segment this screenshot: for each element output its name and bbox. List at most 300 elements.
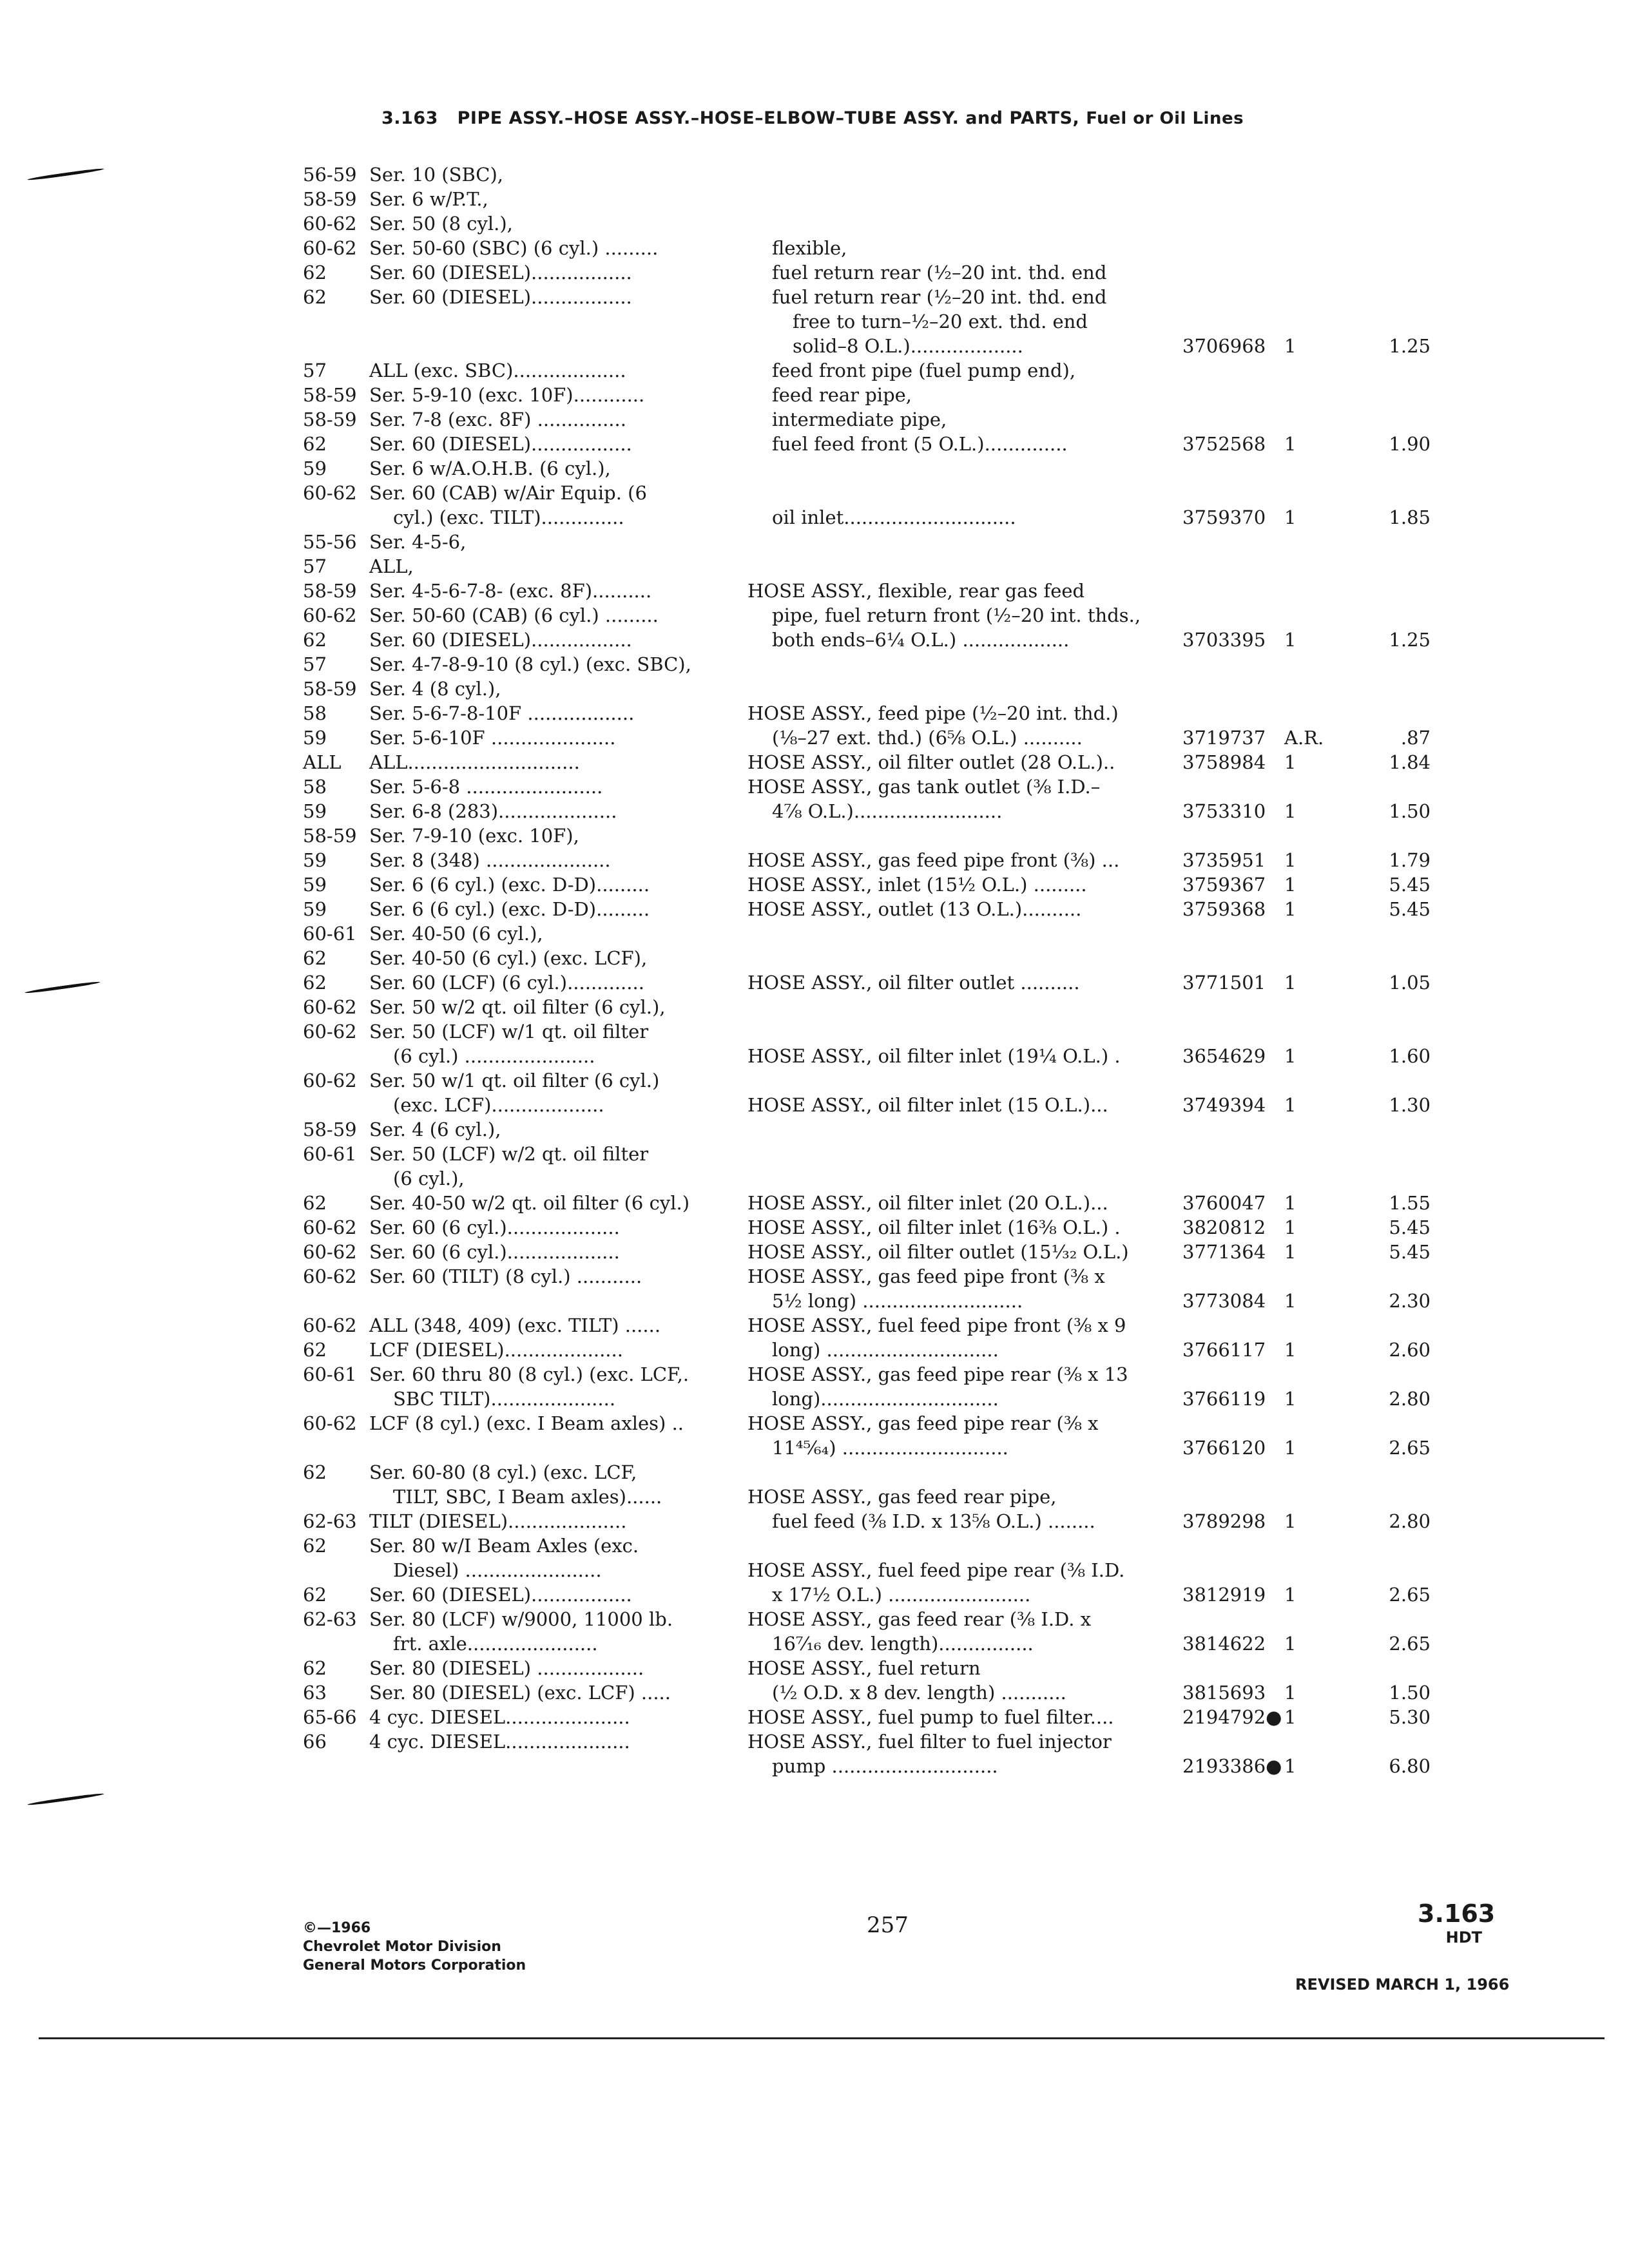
description-cell: pump ............................ [772,1755,998,1777]
table-row [0,1313,1629,1338]
description-cell: HOSE ASSY., gas feed pipe rear (⅜ x 13 [747,1363,1128,1385]
quantity-cell: 1 [1284,1241,1296,1263]
model-cell: Ser. 5-9-10 (exc. 10F)............ [369,384,645,406]
description-cell: feed front pipe (fuel pump end), [772,360,1076,381]
description-cell: x 17½ O.L.) ........................ [772,1584,1031,1606]
model-cell: Ser. 6 w/A.O.H.B. (6 cyl.), [369,457,611,479]
year-cell: 60-62 [303,1070,357,1091]
description-cell: fuel return rear (½–20 int. thd. end [772,286,1107,308]
table-row [0,750,1629,774]
part-number-cell: 3771364 [1182,1241,1266,1263]
model-cell: Ser. 4-5-6, [369,531,467,553]
table-row [0,1387,1629,1411]
quantity-cell: 1 [1284,1633,1296,1655]
price-cell: 1.25 [1389,335,1431,357]
year-cell: 60-62 [303,1412,357,1434]
table-row [0,628,1629,652]
description-cell: 4⅞ O.L.)......................... [772,800,1003,822]
year-cell: 62 [303,972,327,994]
table-row [0,1362,1629,1387]
publisher-block [303,1919,526,1975]
year-cell: 60-61 [303,1143,357,1165]
price-cell: 2.65 [1389,1633,1431,1655]
description-cell: (½ O.D. x 8 dev. length) ........... [772,1682,1066,1704]
table-row [0,260,1629,285]
quantity-cell: 1 [1284,1192,1296,1214]
table-row [0,236,1629,260]
model-cell: Ser. 7-9-10 (exc. 10F), [369,825,579,847]
table-row [0,603,1629,628]
year-cell: 58-59 [303,1119,357,1140]
model-cell: Ser. 4-7-8-9-10 (8 cyl.) (exc. SBC), [369,653,691,675]
table-row [0,407,1629,432]
model-cell: Ser. 40-50 (6 cyl.), [369,923,543,945]
price-cell: 2.80 [1389,1510,1431,1532]
model-cell: LCF (DIESEL).................... [369,1339,623,1361]
model-cell: Ser. 50 (LCF) w/1 qt. oil filter [369,1021,649,1043]
quantity-cell: 1 [1284,1388,1296,1410]
table-row [0,848,1629,872]
year-cell: 59 [303,457,327,479]
model-cell: 4 cyc. DIESEL..................... [369,1706,630,1728]
header-title: PIPE ASSY.–HOSE ASSY.–HOSE–ELBOW–TUBE ASSY. and PARTS, [457,108,1080,128]
model-cell: Ser. 4 (6 cyl.), [369,1119,501,1140]
year-cell: 60-62 [303,1241,357,1263]
description-cell: fuel feed front (5 O.L.).............. [772,433,1068,455]
model-cell: Ser. 50 (LCF) w/2 qt. oil filter [369,1143,649,1165]
table-row [0,872,1629,897]
table-row [0,1680,1629,1705]
quantity-cell: 1 [1284,1339,1296,1361]
part-number-cell: 3749394 [1182,1094,1266,1116]
model-cell: ALL, [369,555,414,577]
year-cell: 59 [303,849,327,871]
model-cell: Ser. 80 w/I Beam Axles (exc. [369,1535,639,1557]
description-cell: HOSE ASSY., fuel filter to fuel injector [747,1731,1112,1753]
table-row [0,1509,1629,1533]
price-cell: 1.25 [1389,629,1431,651]
year-cell: 57 [303,555,327,577]
description-cell: both ends–6¼ O.L.) .................. [772,629,1070,651]
year-cell: 62 [303,433,327,455]
year-cell: 62 [303,262,327,284]
model-cell: Ser. 60 (6 cyl.)................... [369,1241,620,1263]
price-cell: 1.60 [1389,1045,1431,1067]
part-number-cell: 3760047 [1182,1192,1266,1214]
page-header [381,108,1387,128]
description-cell: HOSE ASSY., gas feed pipe front (⅜) ... [747,849,1120,871]
year-cell: 57 [303,360,327,381]
quantity-cell: 1 [1284,1437,1296,1459]
quantity-cell: 1 [1284,1290,1296,1312]
model-cell: Ser. 60 (TILT) (8 cyl.) ........... [369,1265,642,1287]
model-cell: ALL (exc. SBC)................... [369,360,626,381]
quantity-cell: A.R. [1284,727,1324,749]
year-cell: 60-61 [303,923,357,945]
year-cell: ALL [303,751,342,773]
year-cell: 58-59 [303,408,357,430]
price-cell: 2.60 [1389,1339,1431,1361]
year-cell: 62 [303,286,327,308]
description-cell: fuel return rear (½–20 int. thd. end [772,262,1107,284]
model-cell: Ser. 40-50 w/2 qt. oil filter (6 cyl.) [369,1192,690,1214]
model-cell: Ser. 4-5-6-7-8- (exc. 8F).......... [369,580,652,602]
price-cell: 6.80 [1389,1755,1431,1777]
table-row [0,162,1629,187]
table-row [0,309,1629,334]
price-cell: 5.45 [1389,1241,1431,1263]
table-row [0,505,1629,530]
header-subtitle: Fuel or Oil Lines [1086,109,1244,128]
model-cell: ALL............................. [369,751,580,773]
quantity-cell: 1 [1284,1216,1296,1238]
year-cell: 59 [303,800,327,822]
year-cell: 58-59 [303,580,357,602]
quantity-cell: 1 [1284,1755,1296,1777]
table-row [0,799,1629,823]
price-cell: 5.45 [1389,898,1431,920]
year-cell: 60-62 [303,1265,357,1287]
table-row [0,1117,1629,1142]
description-cell: HOSE ASSY., oil filter inlet (20 O.L.)... [747,1192,1108,1214]
table-row [0,1240,1629,1264]
quantity-cell: 1 [1284,1682,1296,1704]
table-row [0,897,1629,921]
description-cell: HOSE ASSY., oil filter outlet (15¹⁄₃₂ O.L.) [747,1241,1129,1263]
model-cell: Ser. 5-6-7-8-10F .................. [369,702,635,724]
description-cell: (⅛–27 ext. thd.) (6⅝ O.L.) .......... [772,727,1083,749]
year-cell: 60-62 [303,237,357,259]
part-number-cell: 3719737 [1182,727,1266,749]
model-cell: Ser. 50 w/1 qt. oil filter (6 cyl.) [369,1070,660,1091]
part-number-cell: 3759367 [1182,874,1266,896]
table-row [0,1533,1629,1558]
model-cell: Ser. 10 (SBC), [369,164,504,186]
table-row [0,1485,1629,1509]
price-cell: 2.65 [1389,1437,1431,1459]
corporation: General Motors Corporation [303,1957,526,1974]
year-cell: 62 [303,1192,327,1214]
year-cell: 60-62 [303,213,357,235]
model-cell: Ser. 6-8 (283).................... [369,800,617,822]
description-cell: free to turn–½–20 ext. thd. end [793,311,1088,332]
year-cell: 59 [303,874,327,896]
price-cell: 1.90 [1389,433,1431,455]
model-cell: Ser. 7-8 (exc. 8F) ............... [369,408,626,430]
division: Chevrolet Motor Division [303,1939,501,1955]
description-cell: feed rear pipe, [772,384,912,406]
quantity-cell: 1 [1284,972,1296,994]
year-cell: 62 [303,947,327,969]
part-number-cell: 3771501 [1182,972,1266,994]
table-row [0,432,1629,456]
quantity-cell: 1 [1284,1584,1296,1606]
table-row [0,1436,1629,1460]
part-number-cell: 3753310 [1182,800,1266,822]
description-cell: long) ............................. [772,1339,999,1361]
table-row [0,1411,1629,1436]
part-number-cell: 3703395 [1182,629,1266,651]
table-row [0,995,1629,1019]
table-row [0,1338,1629,1362]
part-number-cell: 2193386● [1182,1755,1282,1777]
year-cell: 60-62 [303,1216,357,1238]
part-number-cell: 3812919 [1182,1584,1266,1606]
table-row [0,774,1629,799]
quantity-cell: 1 [1284,849,1296,871]
year-cell: 55-56 [303,531,357,553]
part-number-cell: 3758984 [1182,751,1266,773]
description-cell: HOSE ASSY., gas feed pipe rear (⅜ x [747,1412,1099,1434]
table-row [0,1607,1629,1631]
price-cell: 2.80 [1389,1388,1431,1410]
model-cell: Ser. 60 (CAB) w/Air Equip. (6 [369,482,647,504]
year-cell: 63 [303,1682,327,1704]
quantity-cell: 1 [1284,898,1296,920]
model-cell: (exc. LCF)................... [393,1094,604,1116]
year-cell: 58 [303,702,327,724]
table-row [0,211,1629,236]
quantity-cell: 1 [1284,433,1296,455]
description-cell: HOSE ASSY., outlet (13 O.L.).......... [747,898,1082,920]
model-cell: TILT, SBC, I Beam axles)...... [393,1486,662,1508]
price-cell: 1.50 [1389,800,1431,822]
year-cell: 59 [303,898,327,920]
year-cell: 56-59 [303,164,357,186]
year-cell: 60-62 [303,1314,357,1336]
model-cell: Ser. 60 (DIESEL)................. [369,262,632,284]
description-cell: HOSE ASSY., inlet (15½ O.L.) ......... [747,874,1087,896]
quantity-cell: 1 [1284,800,1296,822]
model-cell: Diesel) ....................... [393,1559,602,1581]
copyright: ©—1966 [303,1920,371,1936]
part-number-cell: 3706968 [1182,335,1266,357]
footer-section: 3.163 [1418,1899,1496,1928]
description-cell: oil inlet............................. [772,506,1016,528]
quantity-cell: 1 [1284,1706,1296,1728]
model-cell: Ser. 5-6-8 ....................... [369,776,603,798]
table-row [0,1068,1629,1093]
model-cell: Ser. 6 w/P.T., [369,188,488,210]
table-row [0,1191,1629,1215]
model-cell: (6 cyl.) ...................... [393,1045,595,1067]
description-cell: flexible, [772,237,847,259]
table-row [0,554,1629,579]
model-cell: Ser. 50 w/2 qt. oil filter (6 cyl.), [369,996,666,1018]
part-number-cell: 3766120 [1182,1437,1266,1459]
model-cell: Ser. 60 (DIESEL)................. [369,1584,632,1606]
quantity-cell: 1 [1284,1094,1296,1116]
year-cell: 60-62 [303,1021,357,1043]
description-cell: HOSE ASSY., gas feed rear pipe, [747,1486,1057,1508]
table-row [0,530,1629,554]
table-row [0,383,1629,407]
description-cell: HOSE ASSY., oil filter outlet .......... [747,972,1080,994]
table-row [0,1142,1629,1166]
part-number-cell: 3789298 [1182,1510,1266,1532]
table-row [0,1582,1629,1607]
part-number-cell: 3815693 [1182,1682,1266,1704]
price-cell: 1.55 [1389,1192,1431,1214]
table-row [0,970,1629,995]
price-cell: 1.85 [1389,506,1431,528]
bottom-rule [39,2037,1605,2039]
description-cell: HOSE ASSY., oil filter inlet (15 O.L.)... [747,1094,1108,1116]
year-cell: 60-61 [303,1363,357,1385]
description-cell: HOSE ASSY., gas feed pipe front (⅜ x [747,1265,1105,1287]
description-cell: fuel feed (⅜ I.D. x 13⅝ O.L.) ........ [772,1510,1095,1532]
year-cell: 65-66 [303,1706,357,1728]
table-row [0,652,1629,677]
description-cell: solid–8 O.L.)................... [793,335,1023,357]
year-cell: 58-59 [303,384,357,406]
part-number-cell: 3759368 [1182,898,1266,920]
year-cell: 57 [303,653,327,675]
model-cell: TILT (DIESEL).................... [369,1510,627,1532]
footer-section-sub: HDT [1445,1928,1482,1946]
description-cell: 5½ long) ........................... [772,1290,1023,1312]
year-cell: 58-59 [303,188,357,210]
table-row [0,921,1629,946]
model-cell: Ser. 60 (DIESEL)................. [369,433,632,455]
year-cell: 60-62 [303,604,357,626]
description-cell: HOSE ASSY., fuel feed pipe rear (⅜ I.D. [747,1559,1125,1581]
model-cell: ALL (348, 409) (exc. TILT) ...... [369,1314,661,1336]
part-number-cell: 3752568 [1182,433,1266,455]
model-cell: (6 cyl.), [393,1168,465,1189]
model-cell: Ser. 50-60 (CAB) (6 cyl.) ......... [369,604,659,626]
year-cell: 66 [303,1731,327,1753]
year-cell: 62 [303,1584,327,1606]
model-cell: Ser. 8 (348) ..................... [369,849,611,871]
model-cell: Ser. 60 (DIESEL)................. [369,629,632,651]
table-row [0,187,1629,211]
table-row [0,1093,1629,1117]
table-row [0,1460,1629,1485]
year-cell: 58-59 [303,678,357,700]
description-cell: long).............................. [772,1388,999,1410]
quantity-cell: 1 [1284,1045,1296,1067]
description-cell: pipe, fuel return front (½–20 int. thds., [772,604,1141,626]
model-cell: Ser. 6 (6 cyl.) (exc. D-D)......... [369,898,650,920]
parts-list [0,162,1629,1778]
year-cell: 62 [303,1657,327,1679]
section-block [1418,1899,1496,1947]
price-cell: .87 [1400,727,1431,749]
table-row [0,701,1629,726]
table-row [0,579,1629,603]
quantity-cell: 1 [1284,874,1296,896]
revised-date: REVISED MARCH 1, 1966 [1295,1975,1510,1994]
price-cell: 1.05 [1389,972,1431,994]
quantity-cell: 1 [1284,506,1296,528]
description-cell: HOSE ASSY., oil filter inlet (19¼ O.L.) . [747,1045,1121,1067]
model-cell: cyl.) (exc. TILT).............. [393,506,624,528]
price-cell: 1.79 [1389,849,1431,871]
price-cell: 1.50 [1389,1682,1431,1704]
table-row [0,285,1629,309]
model-cell: 4 cyc. DIESEL..................... [369,1731,630,1753]
quantity-cell: 1 [1284,1510,1296,1532]
year-cell: 58 [303,776,327,798]
model-cell: Ser. 50 (8 cyl.), [369,213,513,235]
part-number-cell: 3735951 [1182,849,1266,871]
price-cell: 2.65 [1389,1584,1431,1606]
description-cell: intermediate pipe, [772,408,947,430]
description-cell: 16⁷⁄₁₆ dev. length)................ [772,1633,1034,1655]
part-number-cell: 3814622 [1182,1633,1266,1655]
model-cell: Ser. 5-6-10F ..................... [369,727,616,749]
model-cell: LCF (8 cyl.) (exc. I Beam axles) .. [369,1412,684,1434]
part-number-cell: 3759370 [1182,506,1266,528]
binding-mark-3 [27,1792,104,1807]
part-number-cell: 3766119 [1182,1388,1266,1410]
model-cell: Ser. 60 (DIESEL)................. [369,286,632,308]
price-cell: 2.30 [1389,1290,1431,1312]
model-cell: Ser. 6 (6 cyl.) (exc. D-D)......... [369,874,650,896]
table-row [0,1631,1629,1656]
model-cell: SBC TILT)..................... [393,1388,616,1410]
page-number: 257 [867,1912,909,1938]
year-cell: 59 [303,727,327,749]
description-cell: HOSE ASSY., fuel pump to fuel filter.... [747,1706,1114,1728]
header-section: 3.163 [381,108,438,128]
description-cell: HOSE ASSY., flexible, rear gas feed [747,580,1085,602]
table-row [0,456,1629,481]
table-row [0,1264,1629,1289]
year-cell: 60-62 [303,996,357,1018]
table-row [0,677,1629,701]
price-cell: 5.45 [1389,874,1431,896]
part-number-cell: 3766117 [1182,1339,1266,1361]
model-cell: Ser. 60 (LCF) (6 cyl.)............. [369,972,644,994]
quantity-cell: 1 [1284,751,1296,773]
quantity-cell: 1 [1284,335,1296,357]
table-row [0,823,1629,848]
year-cell: 62 [303,1461,327,1483]
model-cell: Ser. 50-60 (SBC) (6 cyl.) ......... [369,237,659,259]
table-row [0,358,1629,383]
table-row [0,1754,1629,1778]
model-cell: Ser. 40-50 (6 cyl.) (exc. LCF), [369,947,648,969]
description-cell: HOSE ASSY., fuel return [747,1657,981,1679]
description-cell: HOSE ASSY., oil filter outlet (28 O.L.).. [747,751,1115,773]
table-row [0,334,1629,358]
price-cell: 5.30 [1389,1706,1431,1728]
table-row [0,726,1629,750]
price-cell: 1.84 [1389,751,1431,773]
model-cell: Ser. 60 thru 80 (8 cyl.) (exc. LCF,. [369,1363,689,1385]
table-row [0,1705,1629,1729]
year-cell: 62 [303,1339,327,1361]
quantity-cell: 1 [1284,629,1296,651]
year-cell: 62 [303,1535,327,1557]
model-cell: Ser. 80 (LCF) w/9000, 11000 lb. [369,1608,673,1630]
table-row [0,1019,1629,1044]
part-number-cell: 3654629 [1182,1045,1266,1067]
model-cell: frt. axle...................... [393,1633,598,1655]
price-cell: 5.45 [1389,1216,1431,1238]
description-cell: HOSE ASSY., gas tank outlet (⅜ I.D.– [747,776,1101,798]
model-cell: Ser. 80 (DIESEL) .................. [369,1657,644,1679]
year-cell: 60-62 [303,482,357,504]
year-cell: 58-59 [303,825,357,847]
table-row [0,1215,1629,1240]
year-cell: 62 [303,629,327,651]
table-row [0,946,1629,970]
year-cell: 62-63 [303,1608,357,1630]
year-cell: 62-63 [303,1510,357,1532]
